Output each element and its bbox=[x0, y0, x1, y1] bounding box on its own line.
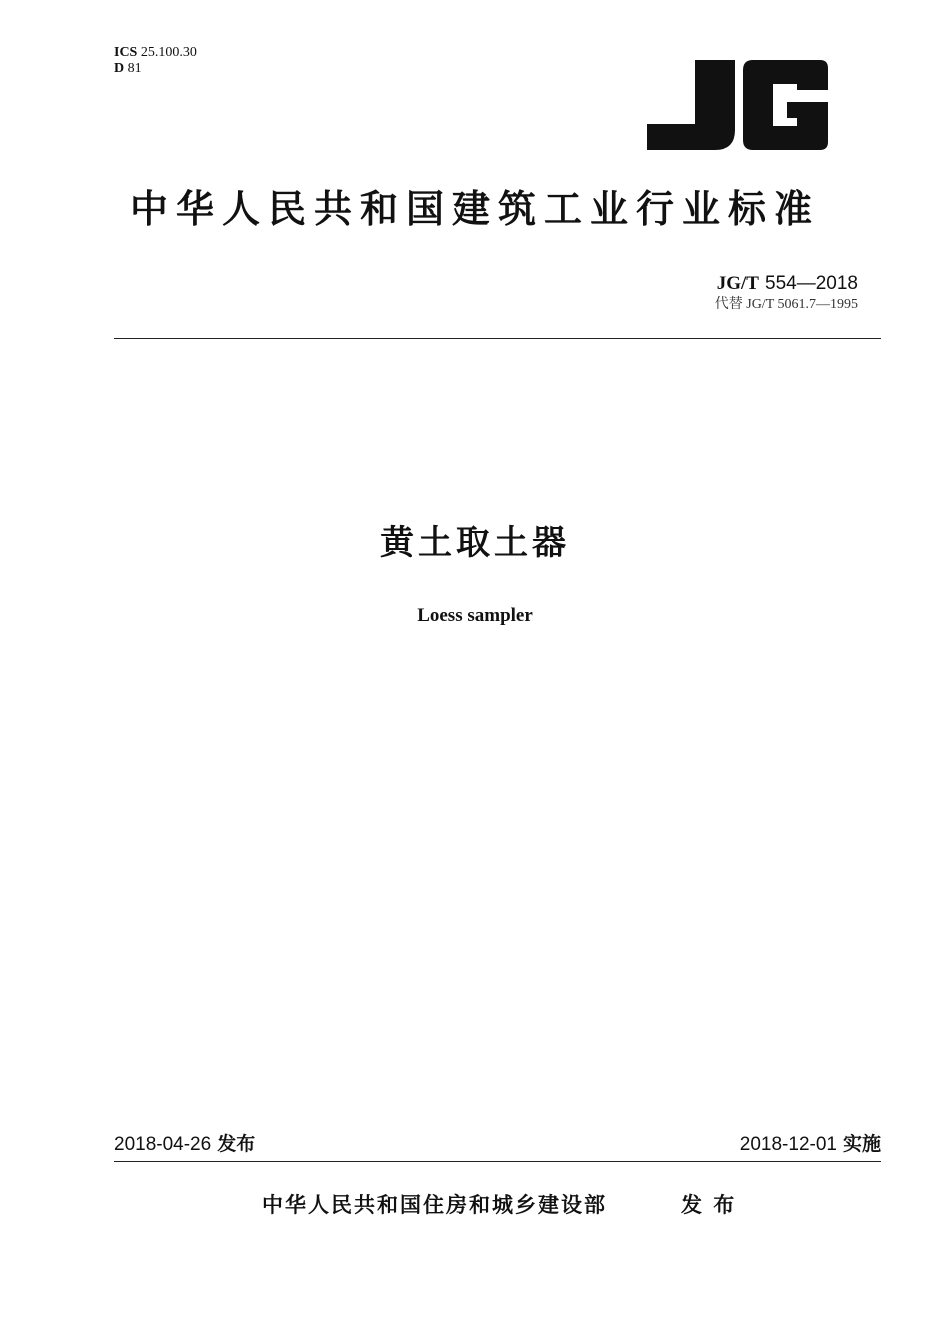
replaces-standard: 代替 JG/T 5061.7—1995 bbox=[714, 297, 858, 312]
jg-logo bbox=[645, 58, 830, 152]
ics-label: ICS bbox=[114, 45, 138, 60]
standard-code-prefix: JG/T bbox=[716, 273, 759, 294]
implementation-label: 实施 bbox=[842, 1133, 881, 1155]
publish-label: 发 布 bbox=[681, 1193, 737, 1217]
implementation-date-line bbox=[740, 1131, 881, 1158]
standard-code bbox=[717, 271, 858, 296]
ccs-label: D bbox=[114, 61, 125, 76]
header-divider bbox=[114, 338, 881, 339]
publisher-name: 中华人民共和国住房和城乡建设部 bbox=[262, 1193, 607, 1217]
issue-date-line bbox=[114, 1131, 255, 1158]
issue-label: 发布 bbox=[217, 1133, 256, 1155]
document-subtitle: Loess sampler bbox=[417, 605, 533, 626]
classification-codes bbox=[114, 45, 197, 77]
standard-code-number: 554—2018 bbox=[765, 273, 858, 294]
ics-code: 25.100.30 bbox=[140, 45, 197, 60]
org-title: 中华人民共和国建筑工业行业标准 bbox=[129, 187, 820, 231]
ccs-line bbox=[114, 61, 197, 77]
ccs-code: 81 bbox=[127, 61, 142, 76]
ics-line bbox=[114, 45, 197, 61]
document-title: 黄土取土器 bbox=[380, 523, 570, 563]
issue-date: 2018-04-26 bbox=[114, 1134, 212, 1155]
footer-divider bbox=[114, 1161, 881, 1162]
implementation-date: 2018-12-01 bbox=[739, 1134, 837, 1155]
